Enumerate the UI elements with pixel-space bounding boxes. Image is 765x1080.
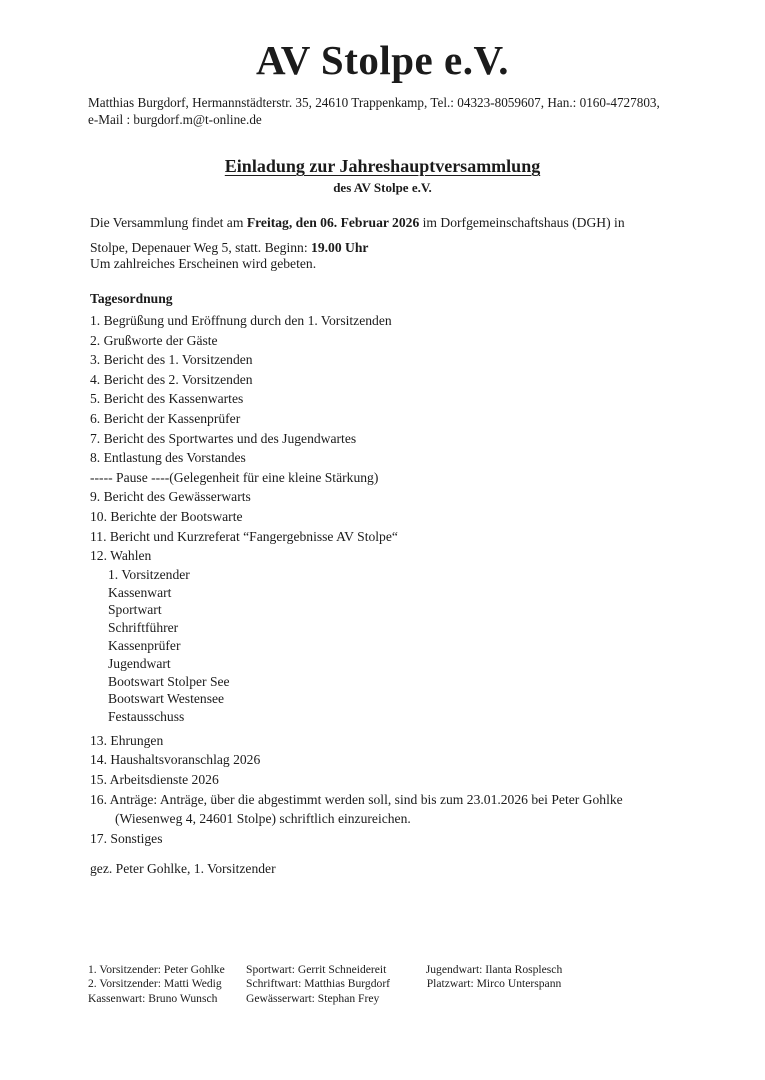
club-name: AV Stolpe e.V. bbox=[255, 37, 510, 83]
agenda-item: 10. Berichte der Bootswarte bbox=[90, 508, 243, 524]
agenda-item: 4. Bericht des 2. Vorsitzenden bbox=[90, 371, 253, 387]
officer-entry: 2. Vorsitzender: Matti Wedig bbox=[88, 977, 222, 991]
officer-entry: Sportwart: Gerrit Schneidereit bbox=[246, 963, 387, 976]
intro-line1-post: im Dorfgemeinschaftshaus (DGH) in bbox=[419, 215, 625, 230]
agenda-sub-item: Sportwart bbox=[108, 602, 162, 618]
signature-line: gez. Peter Gohlke, 1. Vorsitzender bbox=[90, 861, 276, 876]
agenda-item: ----- Pause ----(Gelegenheit für eine kleine Stärkung) bbox=[90, 469, 379, 485]
officer-entry: Kassenwart: Bruno Wunsch bbox=[88, 991, 218, 1005]
intro-paragraph bbox=[90, 211, 707, 260]
agenda-item: 9. Bericht des Gewässerwarts bbox=[90, 489, 251, 505]
agenda-heading: Tagesordnung bbox=[90, 291, 173, 306]
agenda-item: 16. Anträge: Anträge, über die abgestimmt werden soll, sind bis zum 23.01.2026 bei Peter Gohlke bbox=[90, 791, 623, 807]
intro-time-bold: 19.00 Uhr bbox=[311, 239, 369, 255]
invitation-subtitle: des AV Stolpe e.V. bbox=[333, 180, 432, 195]
agenda-item: 7. Bericht des Sportwartes und des Jugendwartes bbox=[90, 430, 357, 446]
agenda-item: 1. Begrüßung und Eröffnung durch den 1. Vorsitzenden bbox=[90, 313, 392, 328]
agenda-item: 8. Entlastung des Vorstandes bbox=[90, 450, 246, 466]
agenda-sub-item: Bootswart Westensee bbox=[108, 691, 225, 707]
intro-date-bold: Freitag, den 06. Februar 2026 bbox=[246, 215, 420, 230]
officer-entry: 1. Vorsitzender: Peter Gohlke bbox=[88, 963, 225, 976]
agenda-item: (Wiesenweg 4, 24601 Stolpe) schriftlich einzureichen. bbox=[115, 811, 411, 827]
contact-block bbox=[88, 95, 715, 129]
officers-column-1 bbox=[88, 963, 225, 1006]
officer-entry: Schriftwart: Matthias Burgdorf bbox=[246, 977, 391, 991]
officers-column-2 bbox=[246, 963, 390, 1006]
agenda-sub-item: Bootswart Stolper See bbox=[108, 673, 230, 689]
officer-entry: Jugendwart: Ilanta Rosplesch bbox=[425, 963, 563, 976]
intro-line3: Um zahlreiches Erscheinen wird gebeten. bbox=[90, 256, 317, 271]
agenda-list bbox=[90, 311, 715, 848]
agenda-item: 14. Haushaltsvoranschlag 2026 bbox=[90, 752, 261, 768]
contact-line-2: e-Mail : burgdorf.m@t-online.de bbox=[88, 111, 262, 127]
agenda-item: 17. Sonstiges bbox=[90, 830, 163, 846]
agenda-sub-item: Festausschuss bbox=[108, 709, 185, 725]
agenda-sub-item: Jugendwart bbox=[108, 655, 171, 671]
officers-column-3 bbox=[413, 963, 575, 992]
invitation-title bbox=[0, 156, 765, 177]
officer-entry: Gewässerwart: Stephan Frey bbox=[246, 991, 380, 1005]
invitation-title-text: Einladung zur Jahreshauptversammlung bbox=[224, 156, 541, 176]
agenda-sub-item: Kassenprüfer bbox=[108, 637, 181, 653]
contact-line-1: Matthias Burgdorf, Hermannstädterstr. 35, 24610 Trappenkamp, Tel.: 04323-8059607, Han.: 0160-4727803, bbox=[88, 95, 660, 110]
agenda-item: 2. Grußworte der Gäste bbox=[90, 332, 218, 348]
agenda-item: 5. Bericht des Kassenwartes bbox=[90, 391, 244, 407]
agenda-item: 12. Wahlen bbox=[90, 548, 152, 564]
agenda-item: 6. Bericht der Kassenprüfer bbox=[90, 410, 241, 426]
agenda-sub-item: Schriftführer bbox=[108, 620, 179, 636]
agenda-item: 13. Ehrungen bbox=[90, 732, 164, 748]
agenda-sub-item: 1. Vorsitzender bbox=[108, 566, 190, 582]
agenda-item: 11. Bericht und Kurzreferat “Fangergebnisse AV Stolpe“ bbox=[90, 528, 398, 544]
officers-footer bbox=[0, 963, 765, 1013]
agenda-sub-item: Kassenwart bbox=[108, 584, 172, 600]
agenda-item: 3. Bericht des 1. Vorsitzenden bbox=[90, 352, 253, 368]
officer-entry: Platzwart: Mirco Unterspann bbox=[426, 977, 562, 991]
agenda-item: 15. Arbeitsdienste 2026 bbox=[90, 772, 219, 788]
intro-line2-pre: Stolpe, Depenauer Weg 5, statt. Beginn: bbox=[90, 239, 312, 255]
intro-line1-pre: Die Versammlung findet am bbox=[90, 215, 247, 230]
